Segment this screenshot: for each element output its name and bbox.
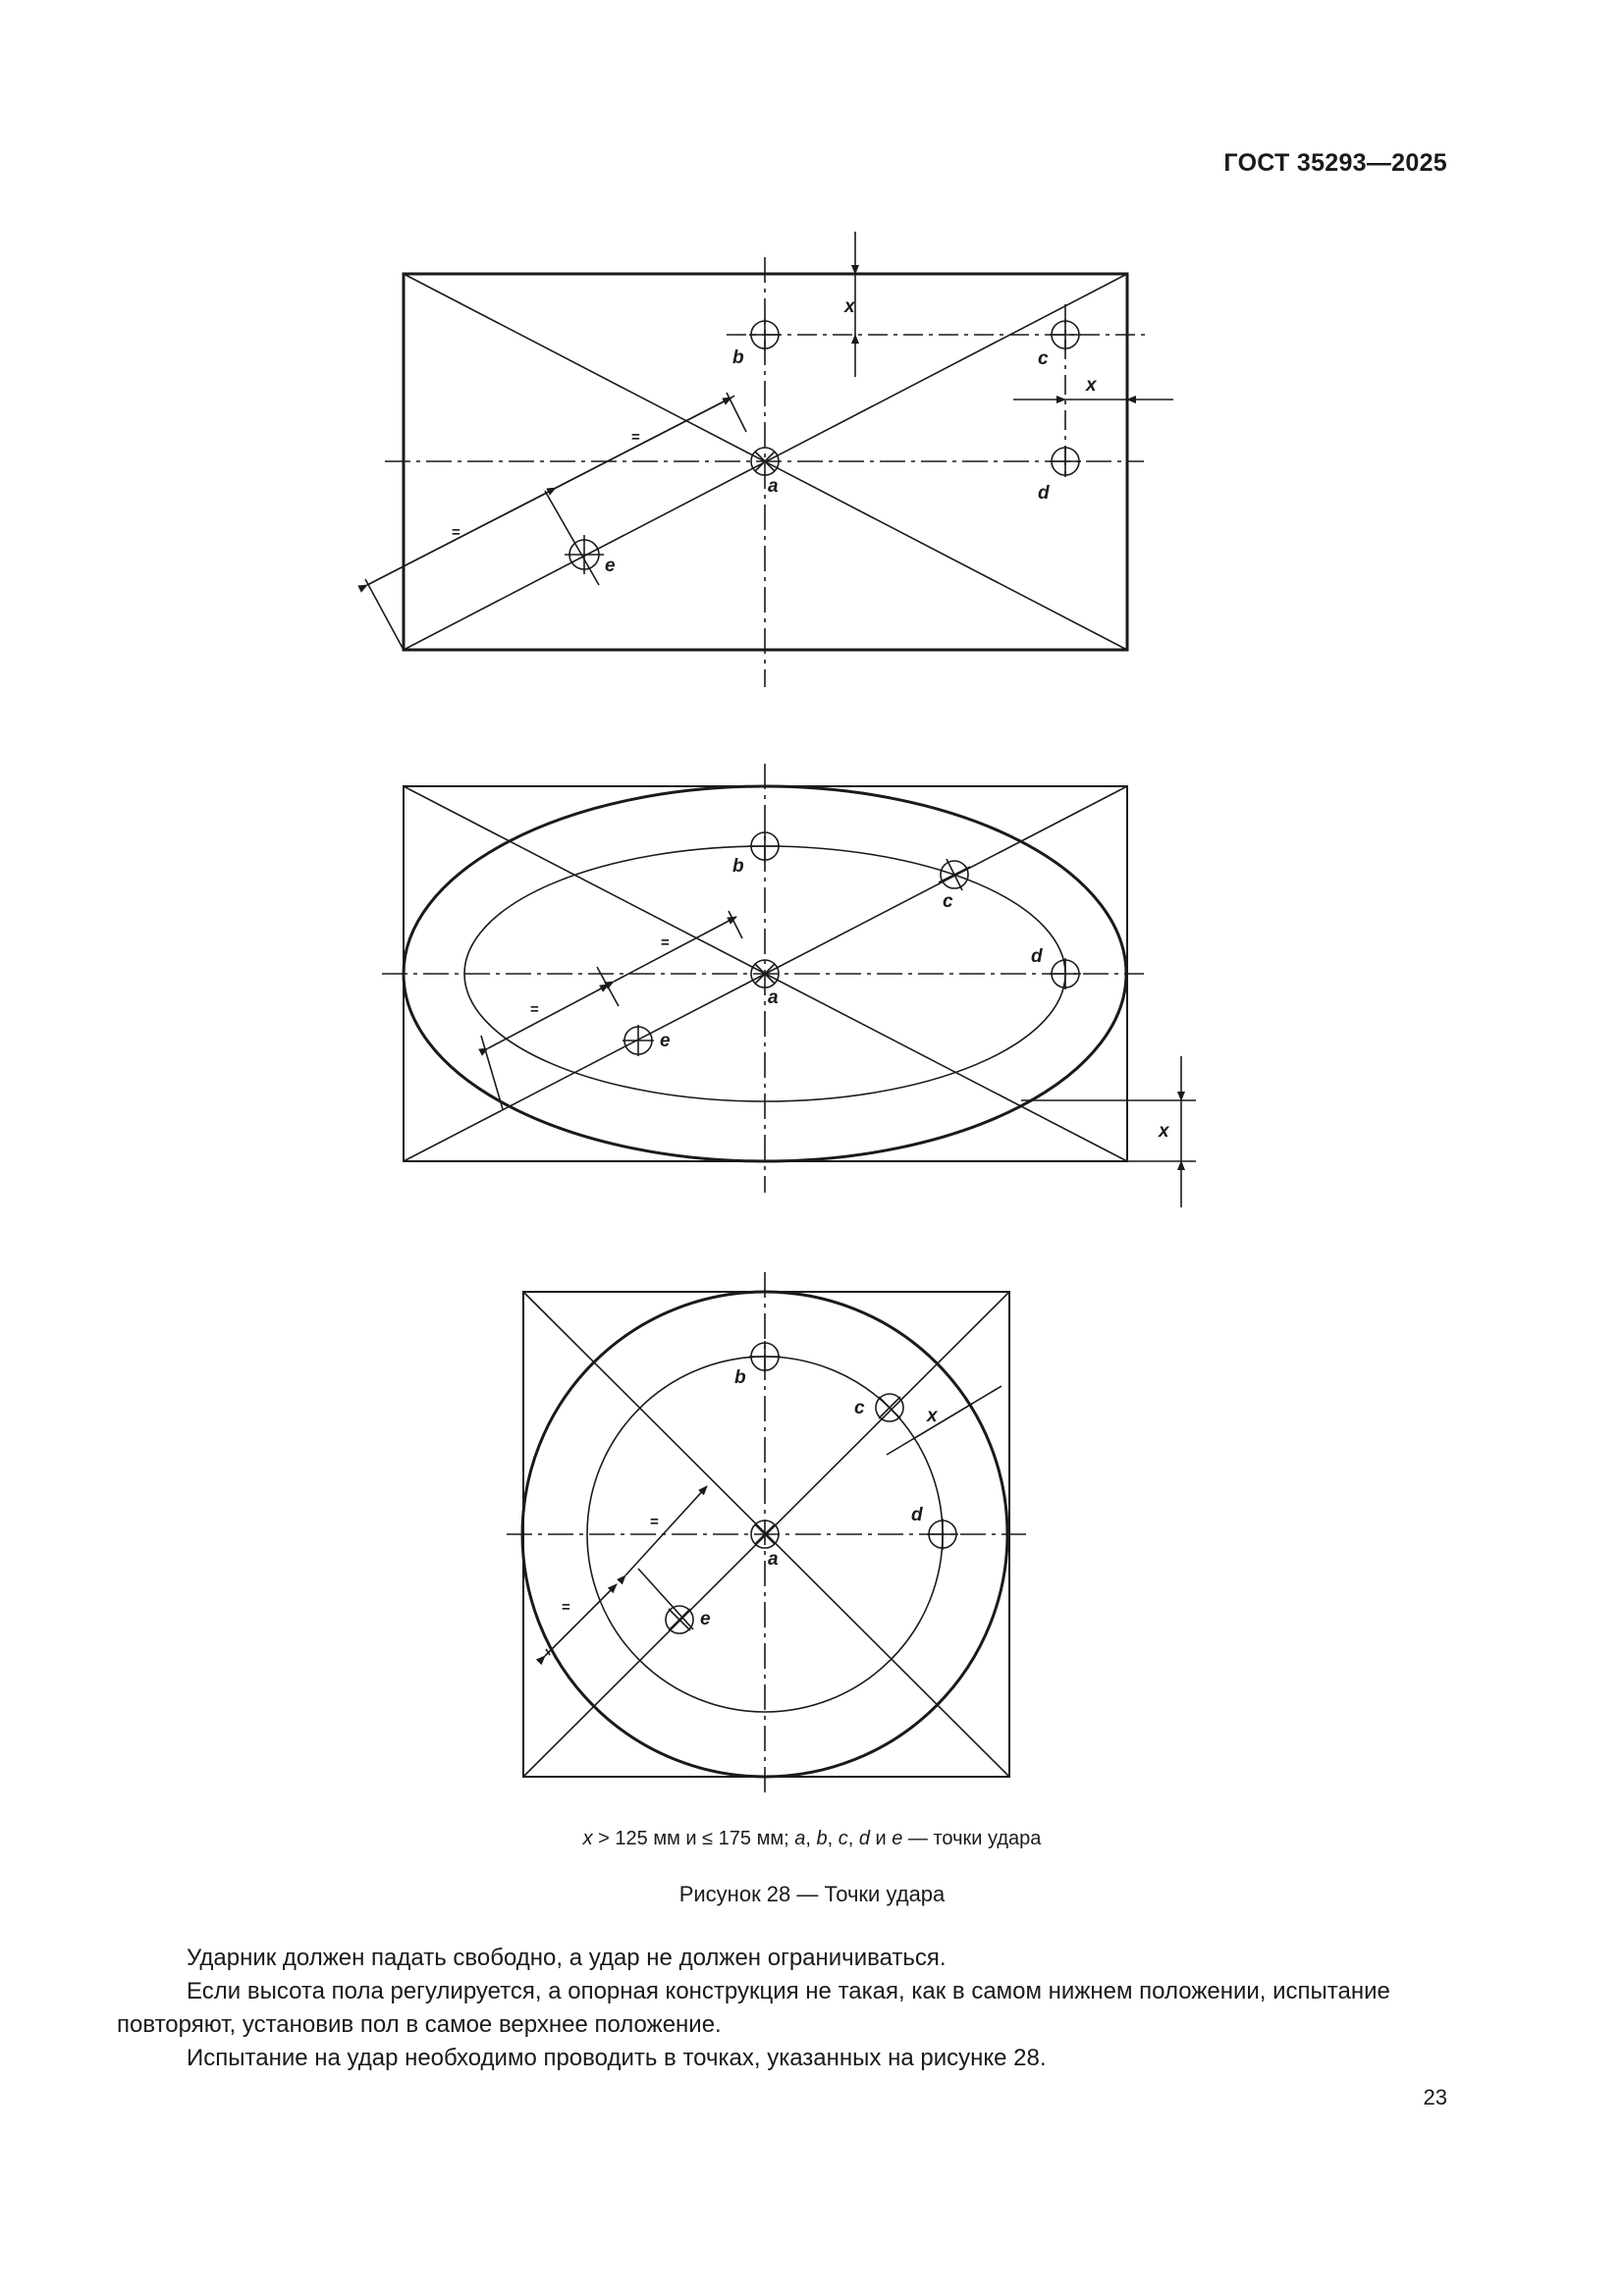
label-eq: = xyxy=(661,934,670,951)
figure-title: Рисунок 28 — Точки удара xyxy=(678,1882,946,1906)
document-header: ГОСТ 35293—2025 xyxy=(1223,149,1447,177)
paragraph-3: Испытание на удар необходимо проводить в точках, указанных на рисунке 28. xyxy=(187,2045,1047,2071)
label-x: x xyxy=(927,1406,938,1426)
circle-diagram xyxy=(507,1272,1026,1796)
label-b: b xyxy=(732,856,744,877)
label-eq: = xyxy=(452,524,460,541)
label-eq: = xyxy=(530,1001,539,1018)
label-d: d xyxy=(1038,483,1050,504)
label-c: c xyxy=(1038,348,1049,369)
page-number: 23 xyxy=(1423,2085,1447,2109)
paragraph-2: Если высота пола регулируется, а опорная конструкция не такая, как в самом нижнем положении, испытание повторяют, установив пол в самое верхнее положение. xyxy=(117,1978,1390,2038)
label-c: c xyxy=(854,1398,865,1418)
label-eq: = xyxy=(631,429,640,446)
label-e: e xyxy=(700,1609,711,1629)
label-d: d xyxy=(911,1505,923,1525)
figure-note: x > 125 мм и ≤ 175 мм; a, b, c, d и e — точки удара xyxy=(582,1828,1042,1849)
oval-diagram xyxy=(382,764,1196,1207)
label-b: b xyxy=(734,1367,746,1388)
label-x: x xyxy=(1159,1121,1169,1142)
label-d: d xyxy=(1031,946,1043,967)
label-c: c xyxy=(943,891,953,912)
paragraph-1: Ударник должен падать свободно, а удар не должен ограничиваться. xyxy=(187,1945,947,1971)
label-eq: = xyxy=(562,1599,570,1616)
label-b: b xyxy=(732,347,744,368)
label-a: a xyxy=(768,988,779,1008)
label-e: e xyxy=(605,556,616,576)
label-a: a xyxy=(768,1549,779,1570)
label-x-top: x xyxy=(844,296,855,317)
body-text xyxy=(117,1942,1442,2075)
rectangle-diagram xyxy=(365,232,1173,687)
label-e: e xyxy=(660,1031,671,1051)
label-x-right: x xyxy=(1086,375,1097,396)
label-eq: = xyxy=(650,1514,659,1530)
label-a: a xyxy=(768,476,779,497)
